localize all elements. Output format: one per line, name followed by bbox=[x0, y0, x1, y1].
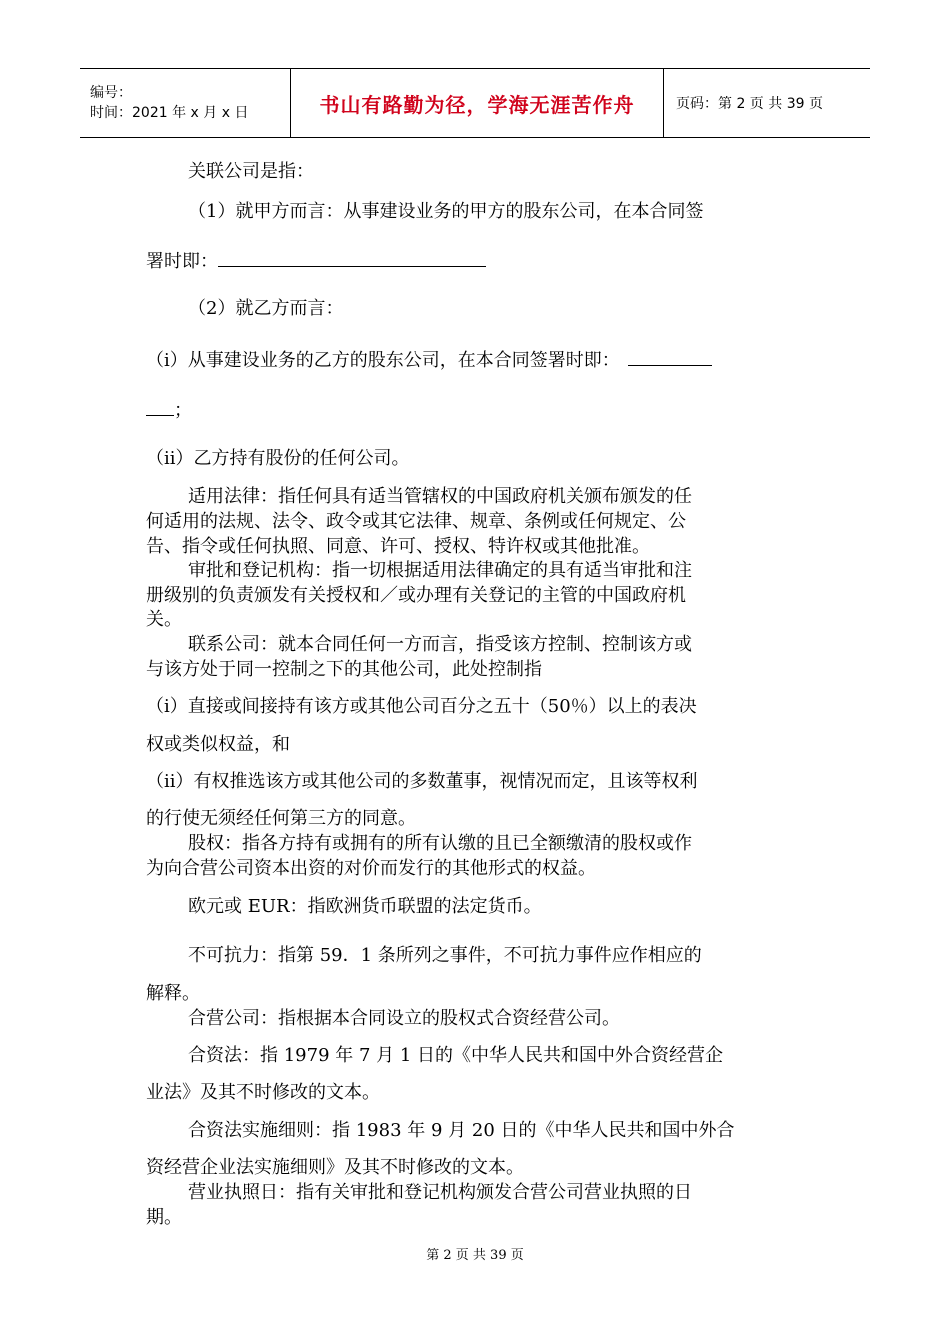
paragraph-line: （2）就乙方而言： bbox=[188, 298, 344, 319]
paragraph-line: 何适用的法规、法令、政令或其它法律、规章、条例或任何规定、公 bbox=[146, 511, 686, 532]
paragraph-line: 股权：指各方持有或拥有的所有认缴的且已全额缴清的股权或作 bbox=[188, 833, 692, 854]
paragraph-line: 业法》及其不时修改的文本。 bbox=[146, 1082, 380, 1103]
paragraph-line: （1）就甲方而言：从事建设业务的甲方的股东公司，在本合同签 bbox=[188, 201, 704, 222]
header-page-cell bbox=[664, 69, 870, 137]
page-info: 页码：第 2 页 共 39 页 bbox=[676, 96, 823, 112]
blank-underline bbox=[146, 397, 174, 416]
paragraph-line: 不可抗力：指第 59．1 条所列之事件，不可抗力事件应作相应的 bbox=[188, 945, 702, 966]
paragraph-line: 资经营企业法实施细则》及其不时修改的文本。 bbox=[146, 1157, 524, 1178]
paragraph-line: 署时即： bbox=[146, 248, 486, 274]
blank-underline bbox=[628, 347, 712, 366]
header-meta bbox=[80, 69, 291, 137]
paragraph-line: 关联公司是指： bbox=[188, 161, 314, 182]
paragraph-line: （ii）有权推选该方或其他公司的多数董事，视情况而定，且该等权利 bbox=[146, 771, 698, 792]
paragraph-line: 告、指令或任何执照、同意、许可、授权、特许权或其他批准。 bbox=[146, 536, 650, 557]
paragraph-line: ； bbox=[146, 397, 192, 423]
date-label: 时间：2021 年 x 月 x 日 bbox=[90, 105, 249, 121]
paragraph-line: （i）直接或间接持有该方或其他公司百分之五十（50％）以上的表决 bbox=[146, 696, 697, 717]
paragraph-line: 营业执照日：指有关审批和登记机构颁发合营公司营业执照的日 bbox=[188, 1182, 692, 1203]
paragraph-line: 与该方处于同一控制之下的其他公司，此处控制指 bbox=[146, 659, 542, 680]
paragraph-line: 期。 bbox=[146, 1207, 182, 1228]
paragraph-line: 权或类似权益，和 bbox=[146, 734, 290, 755]
number-label: 编号： bbox=[90, 85, 132, 101]
page-header bbox=[80, 68, 870, 138]
blank-underline bbox=[218, 248, 486, 267]
motto: 书山有路勤为径，学海无涯苦作舟 bbox=[319, 92, 635, 117]
paragraph-line: （i）从事建设业务的乙方的股东公司，在本合同签署时即： bbox=[146, 347, 712, 373]
page-footer: 第 2 页 共 39 页 bbox=[426, 1248, 524, 1263]
paragraph-line: 欧元或 EUR：指欧洲货币联盟的法定货币。 bbox=[188, 896, 542, 917]
paragraph-line: 关。 bbox=[146, 609, 182, 630]
paragraph-line: 为向合营公司资本出资的对价而发行的其他形式的权益。 bbox=[146, 858, 596, 879]
paragraph-line: 合资法实施细则：指 1983 年 9 月 20 日的《中华人民共和国中外合 bbox=[188, 1120, 735, 1141]
paragraph-line: 的行使无须经任何第三方的同意。 bbox=[146, 808, 416, 829]
paragraph-line: 审批和登记机构：指一切根据适用法律确定的具有适当审批和注 bbox=[188, 560, 692, 581]
paragraph-line: （ii）乙方持有股份的任何公司。 bbox=[146, 448, 410, 469]
paragraph-line: 联系公司：就本合同任何一方而言，指受该方控制、控制该方或 bbox=[188, 634, 692, 655]
header-motto-cell bbox=[291, 69, 664, 137]
paragraph-line: 合营公司：指根据本合同设立的股权式合资经营公司。 bbox=[188, 1008, 620, 1029]
paragraph-line: 合资法：指 1979 年 7 月 1 日的《中华人民共和国中外合资经营企 bbox=[188, 1045, 724, 1066]
paragraph-line: 适用法律：指任何具有适当管辖权的中国政府机关颁布颁发的任 bbox=[188, 486, 692, 507]
paragraph-line: 册级别的负责颁发有关授权和／或办理有关登记的主管的中国政府机 bbox=[146, 585, 686, 606]
paragraph-line: 解释。 bbox=[146, 983, 200, 1004]
